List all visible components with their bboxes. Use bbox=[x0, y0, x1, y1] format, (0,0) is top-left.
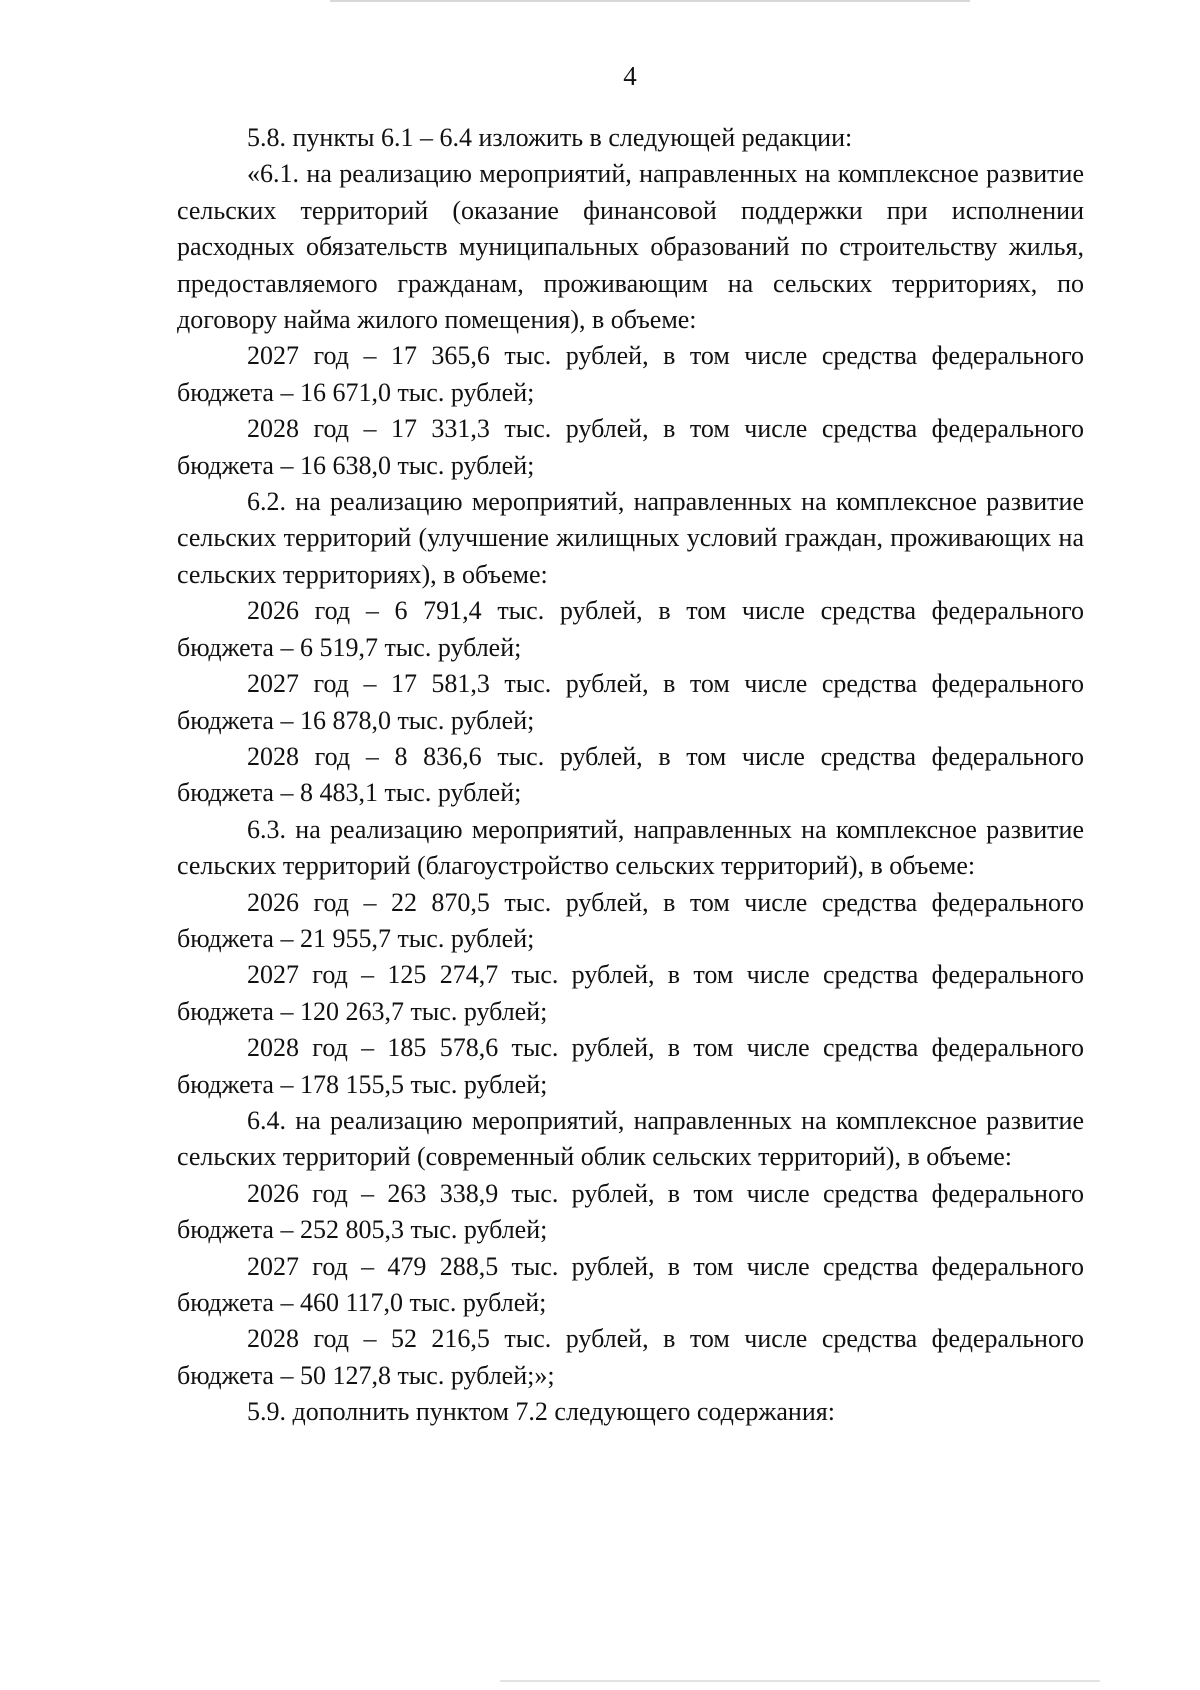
paragraph-6-2-2026: 2026 год – 6 791,4 тыс. рублей, в том числе средства федерального бюджета – 6 519,7 тыс. рублей; bbox=[177, 596, 1084, 662]
paragraph-6-3-2027: 2027 год – 125 274,7 тыс. рублей, в том числе средства федерального бюджета – 120 263,7 тыс. рублей; bbox=[177, 960, 1084, 1026]
paragraph-6-2-2027: 2027 год – 17 581,3 тыс. рублей, в том числе средства федерального бюджета – 16 878,0 тыс. рублей; bbox=[177, 669, 1084, 735]
paragraph-6-1-2028: 2028 год – 17 331,3 тыс. рублей, в том числе средства федерального бюджета – 16 638,0 тыс. рублей; bbox=[177, 414, 1084, 480]
paragraph-6-1-2027: 2027 год – 17 365,6 тыс. рублей, в том числе средства федерального бюджета – 16 671,0 тыс. рублей; bbox=[177, 341, 1084, 407]
paragraph-6-2: 6.2. на реализацию мероприятий, направленных на комплексное развитие сельских территорий (улучшение жилищных условий граждан, проживающих на сельских территориях), в объеме: bbox=[177, 487, 1084, 589]
paragraph-6-3: 6.3. на реализацию мероприятий, направленных на комплексное развитие сельских территорий (благоустройство сельских территорий), в объеме: bbox=[177, 814, 1084, 881]
paragraph-6-1: «6.1. на реализацию мероприятий, направленных на комплексное развитие сельских территорий (оказание финансовой поддержки при исполнении расходных обязательств муниципальных образований по строительству жилья, предоставляемого гражданам, проживающим на сельских территориях, по договору найма жилого помещения), в объеме: bbox=[177, 159, 1084, 335]
paragraph-5-8: 5.8. пункты 6.1 – 6.4 изложить в следующей редакции: bbox=[247, 123, 853, 152]
document-body bbox=[177, 120, 1084, 1431]
paragraph-6-4: 6.4. на реализацию мероприятий, направленных на комплексное развитие сельских территорий (современный облик сельских территорий), в объеме: bbox=[177, 1105, 1084, 1172]
paragraph-6-2-2028: 2028 год – 8 836,6 тыс. рублей, в том числе средства федерального бюджета – 8 483,1 тыс. рублей; bbox=[177, 741, 1084, 808]
paragraph-6-3-2026: 2026 год – 22 870,5 тыс. рублей, в том числе средства федерального бюджета – 21 955,7 тыс. рублей; bbox=[177, 887, 1084, 953]
paragraph-5-9: 5.9. дополнить пунктом 7.2 следующего содержания: bbox=[247, 1397, 835, 1427]
scan-edge-top bbox=[330, 0, 970, 2]
paragraph-6-4-2027: 2027 год – 479 288,5 тыс. рублей, в том числе средства федерального бюджета – 460 117,0 тыс. рублей; bbox=[177, 1251, 1084, 1317]
paragraph-6-4-2026: 2026 год – 263 338,9 тыс. рублей, в том числе средства федерального бюджета – 252 805,3 тыс. рублей; bbox=[177, 1178, 1084, 1245]
paragraph-6-4-2028: 2028 год – 52 216,5 тыс. рублей, в том числе средства федерального бюджета – 50 127,8 тыс. рублей;»; bbox=[177, 1324, 1084, 1390]
scan-edge-bottom bbox=[500, 1680, 1100, 1682]
page-number: 4 bbox=[623, 61, 637, 91]
paragraph-6-3-2028: 2028 год – 185 578,6 тыс. рублей, в том числе средства федерального бюджета – 178 155,5 тыс. рублей; bbox=[177, 1033, 1084, 1099]
